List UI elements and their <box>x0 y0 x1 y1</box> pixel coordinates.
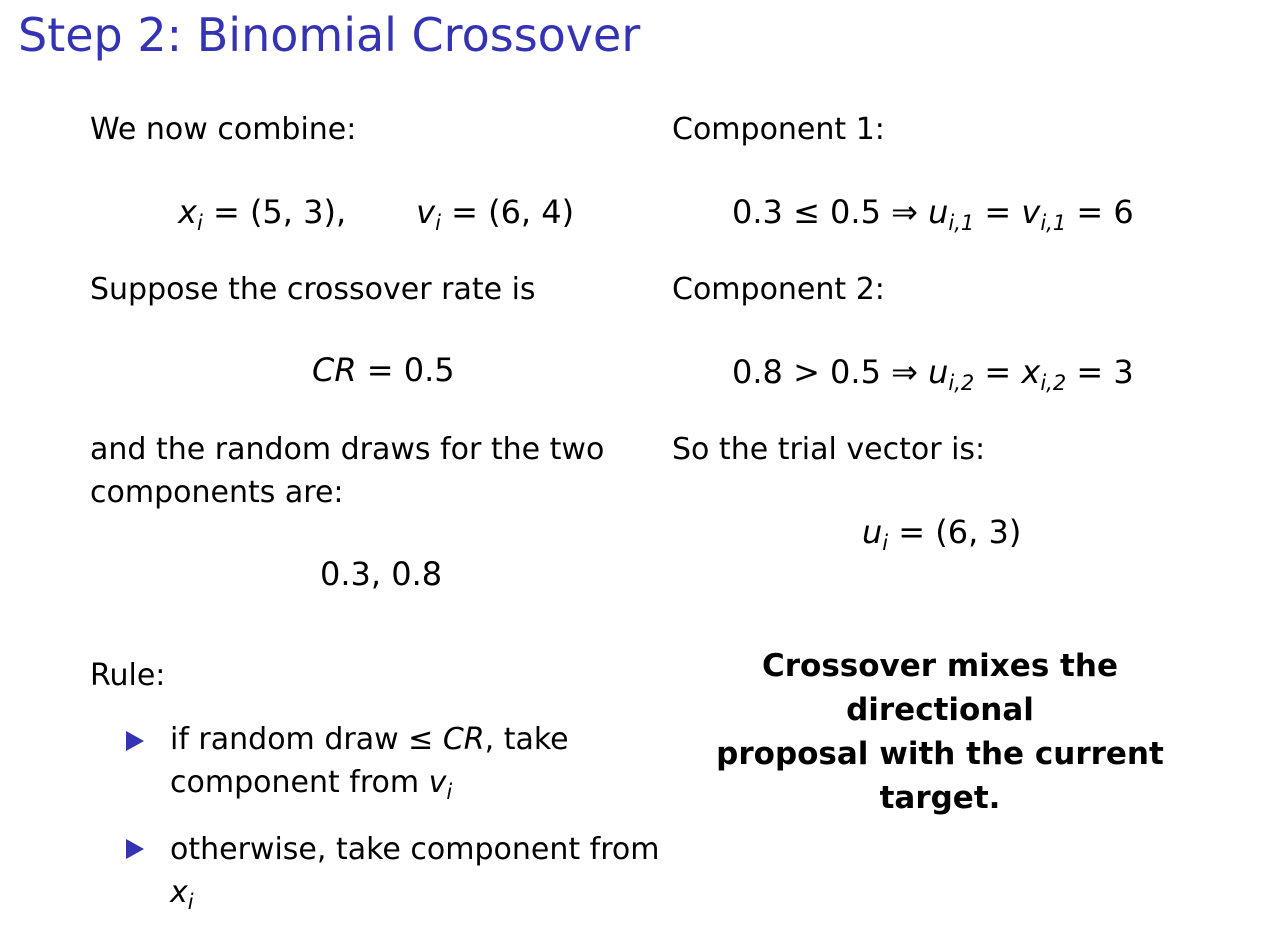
v-value: = (6, 4) <box>440 193 575 231</box>
trial-u: u <box>862 513 883 551</box>
comp2-eq: = <box>974 353 1022 391</box>
x-var: x <box>178 193 197 231</box>
trial-value: = (6, 3) <box>888 513 1022 551</box>
rule2-line1: otherwise, take component from <box>170 832 660 867</box>
comp2-u-sub: i,2 <box>948 371 975 395</box>
component2-label: Component 2: <box>672 272 885 307</box>
comp1-cond: 0.3 ≤ 0.5 ⇒ <box>732 193 929 231</box>
x-sub: i <box>196 211 203 235</box>
rule1-text-c: , take <box>484 722 569 757</box>
v-var: v <box>416 193 436 231</box>
rule1-v-var: v <box>428 765 447 800</box>
cr-equation <box>312 350 455 390</box>
intro-text: We now combine: <box>90 112 357 147</box>
trial-vector-equation <box>862 512 1022 555</box>
vectors-equation <box>178 192 575 235</box>
draws-text-line2: components are: <box>90 475 344 510</box>
slide-title: Step 2: Binomial Crossover <box>18 8 641 62</box>
bullet-icon <box>126 839 144 859</box>
comp1-result: = 6 <box>1066 193 1134 231</box>
comp1-eq: = <box>974 193 1022 231</box>
rule-label: Rule: <box>90 658 166 693</box>
note-line3: target. <box>879 780 1001 816</box>
v-sub: i <box>435 211 441 235</box>
bullet-icon <box>126 731 144 751</box>
rule1-line2 <box>170 763 452 803</box>
cr-var: CR <box>312 351 357 389</box>
component1-label: Component 1: <box>672 112 885 147</box>
rule1-text-d: component from <box>170 765 429 800</box>
rule1-text-a: if random draw ≤ <box>170 722 443 757</box>
component1-equation <box>732 192 1134 235</box>
comp1-v-sub: i,1 <box>1040 211 1067 235</box>
component2-equation <box>732 352 1134 395</box>
crossover-rate-text: Suppose the crossover rate is <box>90 272 536 307</box>
comp1-u-sub: i,1 <box>948 211 975 235</box>
x-value: = (5, 3), <box>202 193 347 231</box>
summary-note <box>672 644 1208 820</box>
comp2-cond: 0.8 > 0.5 ⇒ <box>732 353 929 391</box>
rule1-v-sub: i <box>446 780 453 804</box>
comp2-result: = 3 <box>1066 353 1134 391</box>
comp2-u: u <box>928 353 949 391</box>
comp2-x: x <box>1021 353 1041 391</box>
trial-u-sub: i <box>882 531 889 555</box>
note-line1: Crossover mixes the directional <box>762 648 1118 728</box>
cr-value: = 0.5 <box>356 351 455 389</box>
comp1-v: v <box>1021 193 1041 231</box>
draws-text-line1: and the random draws for the two <box>90 432 605 467</box>
trial-vector-text: So the trial vector is: <box>672 432 986 467</box>
draws-values: 0.3, 0.8 <box>320 555 443 593</box>
rule2-x-var: x <box>170 875 188 910</box>
rule1-cr: CR <box>442 722 485 757</box>
rule2-x-sub: i <box>187 890 194 914</box>
note-line2: proposal with the current <box>716 736 1164 772</box>
rule1-line1 <box>170 720 569 760</box>
rule2-line2 <box>170 873 194 913</box>
comp2-x-sub: i,2 <box>1040 371 1067 395</box>
comp1-u: u <box>928 193 949 231</box>
